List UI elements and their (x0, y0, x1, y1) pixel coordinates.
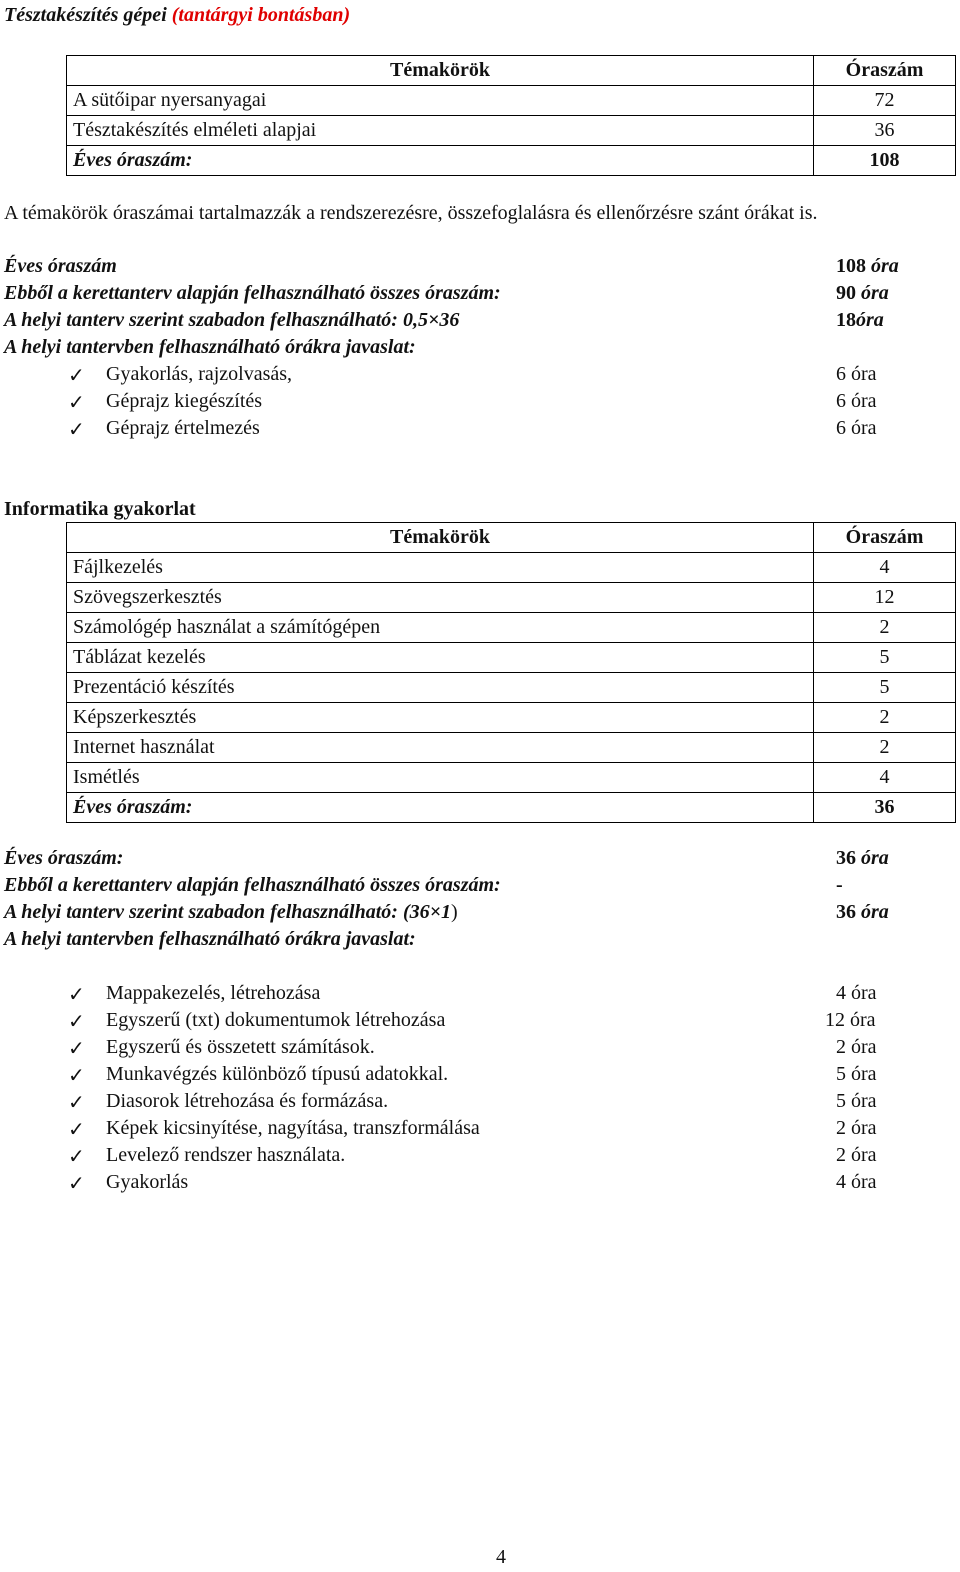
row-hours: 36 (814, 116, 956, 146)
item-hours: 6 óra (836, 417, 877, 439)
note-text: A témakörök óraszámai tartalmazzák a rendszerezésre, összefoglalásra és ellenőrzésre szánt órákat is. (4, 202, 818, 224)
annual-value: 36 óra (836, 847, 889, 869)
table-row (67, 733, 956, 763)
item-hours: 4 óra (836, 1171, 877, 1193)
framework-label: Ebből a kerettanterv alapján felhasználható összes óraszám: (4, 282, 501, 304)
list-item (0, 363, 960, 390)
table-total-row (67, 793, 956, 823)
table-row (67, 673, 956, 703)
item-label: Levelező rendszer használata. (106, 1144, 346, 1166)
item-label: Gyakorlás (106, 1171, 189, 1193)
row-hours: 72 (814, 86, 956, 116)
row-hours: 4 (814, 763, 956, 793)
list-item (0, 390, 960, 417)
checkmark-icon: ✓ (68, 1065, 85, 1087)
summary1-annual (0, 255, 960, 282)
table-header-row (67, 523, 956, 553)
annual-label: Éves óraszám (4, 255, 117, 277)
list-item (0, 1171, 960, 1198)
item-hours: 4 óra (836, 982, 877, 1004)
table-total-row (67, 146, 956, 176)
suggest-label: A helyi tantervben felhasználható órákra javaslat: (4, 336, 416, 358)
annual-label: Éves óraszám: (4, 847, 124, 869)
checkmark-icon: ✓ (68, 1038, 85, 1060)
row-hours: 12 (814, 583, 956, 613)
total-value: 36 (814, 793, 956, 823)
checkmark-icon: ✓ (68, 1011, 85, 1033)
local-value: 36 óra (836, 901, 889, 923)
suggest-label: A helyi tantervben felhasználható órákra javaslat: (4, 928, 416, 950)
checkmark-icon: ✓ (68, 392, 85, 414)
checkmark-icon: ✓ (68, 419, 85, 441)
table-row (67, 643, 956, 673)
summary2-annual (0, 847, 960, 874)
row-hours: 2 (814, 613, 956, 643)
item-hours: 6 óra (836, 363, 877, 385)
header-hours: Óraszám (814, 523, 956, 553)
table-row (67, 86, 956, 116)
row-hours: 5 (814, 643, 956, 673)
framework-label: Ebből a kerettanterv alapján felhasználható összes óraszám: (4, 874, 501, 896)
list-item (0, 1090, 960, 1117)
list-item (0, 1009, 960, 1036)
item-hours: 2 óra (836, 1117, 877, 1139)
item-hours: 12 óra (825, 1009, 876, 1031)
table-informatics-hours (66, 522, 956, 823)
row-topic: Ismétlés (67, 763, 814, 793)
row-topic: Képszerkesztés (67, 703, 814, 733)
checkmark-icon: ✓ (68, 1092, 85, 1114)
header-topic: Témakörök (67, 523, 814, 553)
checkmark-icon: ✓ (68, 365, 85, 387)
list-item (0, 417, 960, 444)
item-hours: 5 óra (836, 1063, 877, 1085)
table-header-row (67, 56, 956, 86)
item-label: Mappakezelés, létrehozása (106, 982, 321, 1004)
item-label: Munkavégzés különböző típusú adatokkal. (106, 1063, 449, 1085)
table-row (67, 703, 956, 733)
item-label: Géprajz kiegészítés (106, 390, 263, 412)
page-number: 4 (496, 1546, 506, 1568)
summary1-local (0, 309, 960, 336)
row-topic: Fájlkezelés (67, 553, 814, 583)
table-row (67, 763, 956, 793)
row-hours: 2 (814, 733, 956, 763)
row-topic: Táblázat kezelés (67, 643, 814, 673)
row-hours: 4 (814, 553, 956, 583)
item-label: Egyszerű (txt) dokumentumok létrehozása (106, 1009, 446, 1031)
row-topic: A sütőipar nyersanyagai (67, 86, 814, 116)
local-label: A helyi tanterv szerint szabadon felhasználható: 0,5×36 (4, 309, 460, 331)
summary1-suggest (0, 336, 960, 363)
header-hours: Óraszám (814, 56, 956, 86)
total-label: Éves óraszám: (67, 146, 814, 176)
local-value: 18óra (836, 309, 884, 331)
list-item (0, 982, 960, 1009)
item-hours: 2 óra (836, 1144, 877, 1166)
checkmark-icon: ✓ (68, 1173, 85, 1195)
checkmark-icon: ✓ (68, 984, 85, 1006)
framework-value: 90 óra (836, 282, 889, 304)
list-item (0, 1144, 960, 1171)
checkmark-icon: ✓ (68, 1146, 85, 1168)
item-hours: 2 óra (836, 1036, 877, 1058)
table-subject-hours (66, 55, 956, 176)
item-label: Képek kicsinyítése, nagyítása, transzformálása (106, 1117, 480, 1139)
item-hours: 5 óra (836, 1090, 877, 1112)
row-topic: Szövegszerkesztés (67, 583, 814, 613)
summary2-suggest (0, 928, 960, 955)
row-topic: Prezentáció készítés (67, 673, 814, 703)
heading-prefix: Tésztakészítés gépei (4, 4, 167, 26)
table-row (67, 613, 956, 643)
row-topic: Internet használat (67, 733, 814, 763)
header-topic: Témakörök (67, 56, 814, 86)
local-label: A helyi tanterv szerint szabadon felhasználható: (36×1) (4, 901, 458, 923)
item-label: Gyakorlás, rajzolvasás, (106, 363, 293, 385)
table-row (67, 583, 956, 613)
item-label: Géprajz értelmezés (106, 417, 260, 439)
row-hours: 5 (814, 673, 956, 703)
framework-value: - (836, 874, 843, 896)
page-heading (4, 3, 350, 27)
summary2-local (0, 901, 960, 928)
list-item (0, 1036, 960, 1063)
row-hours: 2 (814, 703, 956, 733)
annual-value: 108 óra (836, 255, 899, 277)
summary2-framework (0, 874, 960, 901)
total-label: Éves óraszám: (67, 793, 814, 823)
item-hours: 6 óra (836, 390, 877, 412)
item-label: Diasorok létrehozása és formázása. (106, 1090, 389, 1112)
checkmark-icon: ✓ (68, 1119, 85, 1141)
table-row (67, 116, 956, 146)
row-topic: Számológép használat a számítógépen (67, 613, 814, 643)
table-row (67, 553, 956, 583)
list-item (0, 1117, 960, 1144)
summary1-framework (0, 282, 960, 309)
section-title: Informatika gyakorlat (4, 498, 196, 520)
item-label: Egyszerű és összetett számítások. (106, 1036, 375, 1058)
list-item (0, 1063, 960, 1090)
heading-suffix: (tantárgyi bontásban) (171, 4, 351, 26)
row-topic: Tésztakészítés elméleti alapjai (67, 116, 814, 146)
total-value: 108 (814, 146, 956, 176)
